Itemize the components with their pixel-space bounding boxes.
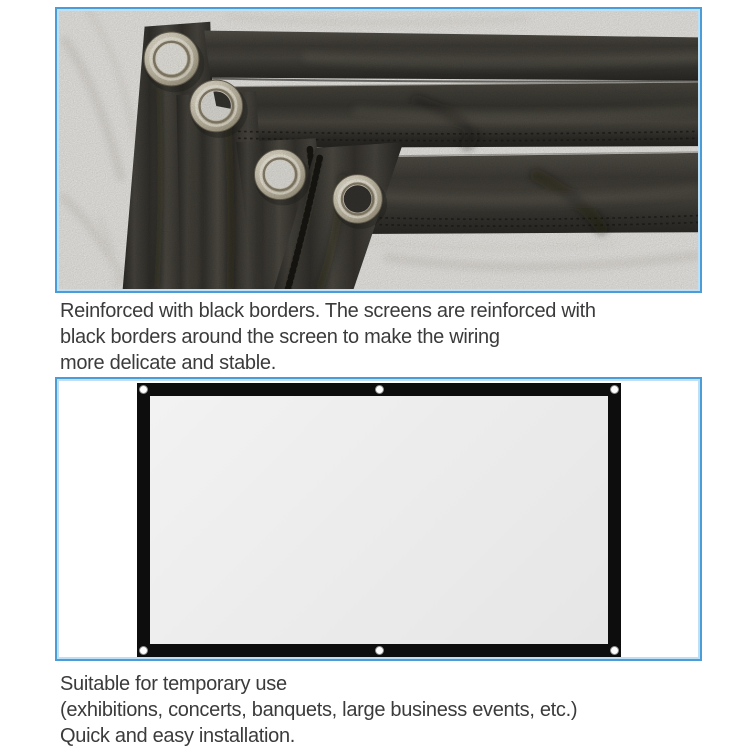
grommet-photo [59, 11, 698, 289]
grommet-dot-top-left [139, 385, 148, 394]
grommet-dot-top-middle [375, 385, 384, 394]
screen-surface [150, 396, 608, 644]
caption-line: black borders around the screen to make the wiring [60, 326, 500, 348]
grommet-dot-bottom-right [610, 646, 619, 655]
caption-bottom [60, 671, 732, 749]
photo-panel [55, 7, 702, 293]
caption-top [60, 298, 732, 376]
diagram-panel [55, 377, 702, 661]
caption-line: Quick and easy installation. [60, 725, 296, 747]
photo-grain [59, 11, 698, 289]
caption-line: Reinforced with black borders. The screens are reinforced with [60, 300, 596, 322]
projection-screen-diagram [137, 383, 621, 657]
grommet-dot-bottom-middle [375, 646, 384, 655]
caption-line: (exhibitions, concerts, banquets, large business events, etc.) [60, 699, 578, 721]
caption-line: Suitable for temporary use [60, 673, 287, 695]
caption-line: more delicate and stable. [60, 352, 276, 374]
grommet-dot-top-right [610, 385, 619, 394]
grommet-dot-bottom-left [139, 646, 148, 655]
